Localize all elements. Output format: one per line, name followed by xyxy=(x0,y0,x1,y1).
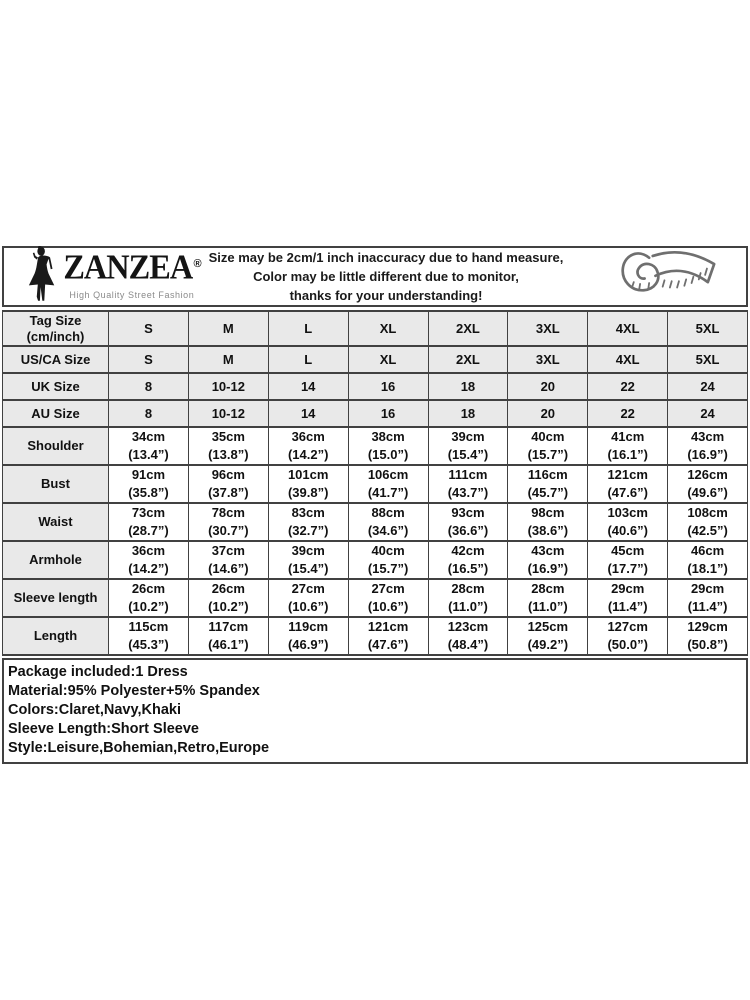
size-cell: S xyxy=(109,346,189,373)
measurement-cell: 91cm (35.8”) xyxy=(109,465,189,503)
size-cell: 22 xyxy=(588,373,668,400)
measurement-cell: 78cm (30.7”) xyxy=(188,503,268,541)
measurement-cell: 73cm (28.7”) xyxy=(109,503,189,541)
measurement-cell: 108cm (42.5”) xyxy=(668,503,748,541)
measurement-cell: 27cm (10.6”) xyxy=(268,579,348,617)
size-cell: XL xyxy=(348,311,428,346)
measurement-cell: 127cm (50.0”) xyxy=(588,617,668,655)
size-cell: 8 xyxy=(109,373,189,400)
measurement-cell: 103cm (40.6”) xyxy=(588,503,668,541)
info-line: Material:95% Polyester+5% Spandex xyxy=(8,683,260,699)
measurement-cell: 40cm (15.7”) xyxy=(348,541,428,579)
size-cell: 10-12 xyxy=(188,373,268,400)
table-row xyxy=(3,311,748,346)
measurement-cell: 111cm (43.7”) xyxy=(428,465,508,503)
size-cell: 8 xyxy=(109,400,189,427)
brand-name: ZANZEA xyxy=(63,248,193,288)
row-label: US/CA Size xyxy=(3,346,109,373)
size-cell: 5XL xyxy=(668,311,748,346)
measurement-cell: 43cm (16.9”) xyxy=(668,427,748,465)
measurement-cell: 101cm (39.8”) xyxy=(268,465,348,503)
measurement-cell: 35cm (13.8”) xyxy=(188,427,268,465)
size-cell: XL xyxy=(348,346,428,373)
info-line: Colors:Claret,Navy,Khaki xyxy=(8,702,181,718)
info-line: Sleeve Length:Short Sleeve xyxy=(8,721,199,737)
disclaimer-line-3: thanks for your understanding! xyxy=(289,288,483,303)
measurement-cell: 83cm (32.7”) xyxy=(268,503,348,541)
measurement-cell: 42cm (16.5”) xyxy=(428,541,508,579)
measurement-cell: 37cm (14.6”) xyxy=(188,541,268,579)
size-cell: L xyxy=(268,311,348,346)
registered-mark: ® xyxy=(193,258,202,270)
disclaimer-line-2: Color may be little different due to monitor, xyxy=(253,269,519,284)
measurement-cell: 39cm (15.4”) xyxy=(268,541,348,579)
row-label: Bust xyxy=(3,465,109,503)
measurement-cell: 29cm (11.4”) xyxy=(588,579,668,617)
table-row xyxy=(3,346,748,373)
table-row xyxy=(3,579,748,617)
size-cell: 18 xyxy=(428,373,508,400)
size-cell: 2XL xyxy=(428,311,508,346)
size-disclaimer xyxy=(200,248,618,305)
table-row xyxy=(3,465,748,503)
row-label: Shoulder xyxy=(3,427,109,465)
measuring-tape-icon xyxy=(618,246,720,307)
brand-logo xyxy=(4,246,200,307)
measurement-cell: 28cm (11.0”) xyxy=(428,579,508,617)
size-cell: 3XL xyxy=(508,346,588,373)
measurement-cell: 41cm (16.1”) xyxy=(588,427,668,465)
measurement-cell: 36cm (14.2”) xyxy=(109,541,189,579)
table-row xyxy=(3,427,748,465)
measurement-cell: 36cm (14.2”) xyxy=(268,427,348,465)
row-label: Length xyxy=(3,617,109,655)
size-cell: 22 xyxy=(588,400,668,427)
row-label: Waist xyxy=(3,503,109,541)
size-cell: 24 xyxy=(668,400,748,427)
row-label: Armhole xyxy=(3,541,109,579)
row-label: Sleeve length xyxy=(3,579,109,617)
size-cell: 16 xyxy=(348,373,428,400)
measurement-cell: 43cm (16.9”) xyxy=(508,541,588,579)
size-cell: 5XL xyxy=(668,346,748,373)
size-cell: 24 xyxy=(668,373,748,400)
measurement-cell: 129cm (50.8”) xyxy=(668,617,748,655)
size-cell: 4XL xyxy=(588,346,668,373)
product-info xyxy=(2,658,748,764)
size-cell: 16 xyxy=(348,400,428,427)
measurement-cell: 126cm (49.6”) xyxy=(668,465,748,503)
measurement-cell: 46cm (18.1”) xyxy=(668,541,748,579)
measurement-cell: 88cm (34.6”) xyxy=(348,503,428,541)
table-row xyxy=(3,373,748,400)
measurement-cell: 34cm (13.4”) xyxy=(109,427,189,465)
brand-tagline: High Quality Street Fashion xyxy=(69,290,195,300)
row-label: AU Size xyxy=(3,400,109,427)
measurement-cell: 116cm (45.7”) xyxy=(508,465,588,503)
measurement-cell: 29cm (11.4”) xyxy=(668,579,748,617)
size-cell: S xyxy=(109,311,189,346)
measurement-cell: 125cm (49.2”) xyxy=(508,617,588,655)
measurement-cell: 117cm (46.1”) xyxy=(188,617,268,655)
measurement-cell: 106cm (41.7”) xyxy=(348,465,428,503)
size-cell: 18 xyxy=(428,400,508,427)
size-cell: 20 xyxy=(508,373,588,400)
table-row xyxy=(3,541,748,579)
measurement-cell: 45cm (17.7”) xyxy=(588,541,668,579)
brand-text xyxy=(62,248,202,300)
size-cell: M xyxy=(188,346,268,373)
table-row xyxy=(3,400,748,427)
measurement-cell: 93cm (36.6”) xyxy=(428,503,508,541)
row-label: UK Size xyxy=(3,373,109,400)
size-cell: 14 xyxy=(268,400,348,427)
size-cell: 10-12 xyxy=(188,400,268,427)
row-label: Tag Size (cm/inch) xyxy=(3,311,109,346)
measurement-cell: 28cm (11.0”) xyxy=(508,579,588,617)
info-line: Package included:1 Dress xyxy=(8,664,188,680)
measurement-cell: 115cm (45.3”) xyxy=(109,617,189,655)
measurement-cell: 40cm (15.7”) xyxy=(508,427,588,465)
measurement-cell: 119cm (46.9”) xyxy=(268,617,348,655)
header xyxy=(2,246,748,307)
table-row xyxy=(3,503,748,541)
size-cell: 14 xyxy=(268,373,348,400)
disclaimer-line-1: Size may be 2cm/1 inch inaccuracy due to hand measure, xyxy=(208,250,564,265)
measurement-cell: 123cm (48.4”) xyxy=(428,617,508,655)
measurement-cell: 39cm (15.4”) xyxy=(428,427,508,465)
measurement-cell: 38cm (15.0”) xyxy=(348,427,428,465)
measurement-cell: 96cm (37.8”) xyxy=(188,465,268,503)
measurement-cell: 121cm (47.6”) xyxy=(588,465,668,503)
measurement-cell: 26cm (10.2”) xyxy=(109,579,189,617)
woman-silhouette-icon xyxy=(24,246,60,307)
table-row xyxy=(3,617,748,655)
measurement-cell: 98cm (38.6”) xyxy=(508,503,588,541)
size-cell: L xyxy=(268,346,348,373)
measurement-cell: 121cm (47.6”) xyxy=(348,617,428,655)
info-line: Style:Leisure,Bohemian,Retro,Europe xyxy=(8,740,270,756)
size-table xyxy=(2,310,748,656)
size-cell: 2XL xyxy=(428,346,508,373)
size-cell: 20 xyxy=(508,400,588,427)
measurement-cell: 27cm (10.6”) xyxy=(348,579,428,617)
size-cell: 3XL xyxy=(508,311,588,346)
size-cell: M xyxy=(188,311,268,346)
size-cell: 4XL xyxy=(588,311,668,346)
measurement-cell: 26cm (10.2”) xyxy=(188,579,268,617)
